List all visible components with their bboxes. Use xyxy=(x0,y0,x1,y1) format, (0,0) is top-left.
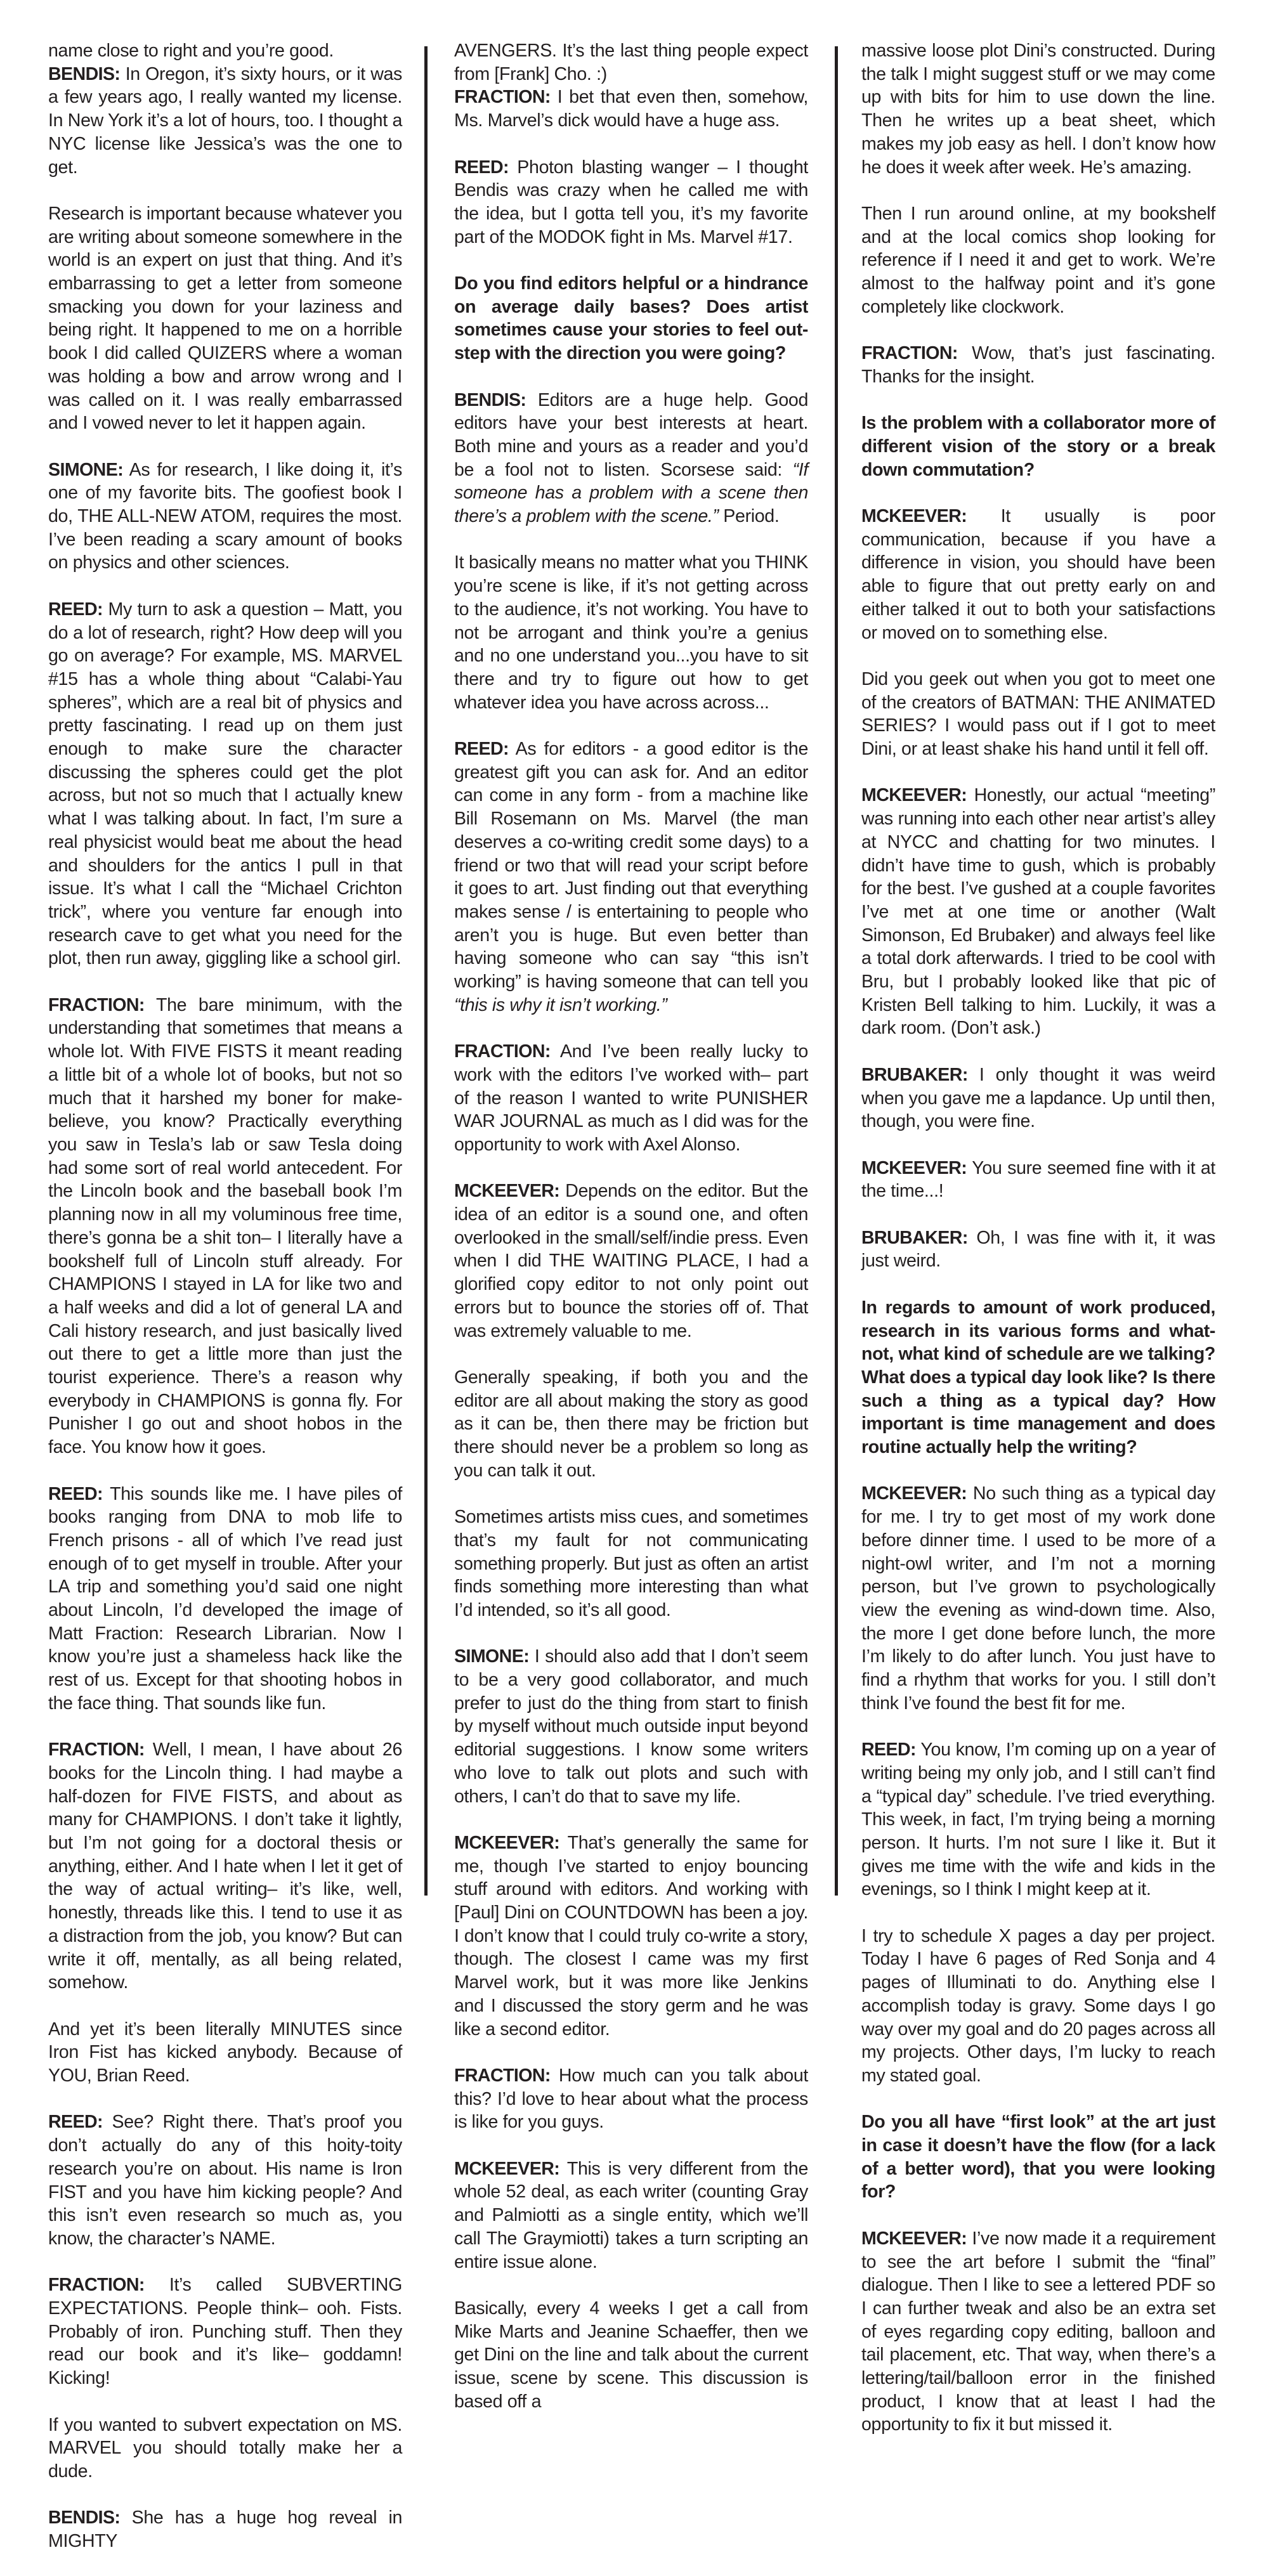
speaker-name: MCKEEVER: xyxy=(861,785,967,806)
quoted-text: “If someone has a problem with a scene then there’s a problem with the scene.” xyxy=(454,459,808,527)
quoted-text: “this is why it isn’t working.” xyxy=(454,994,667,1015)
interview-question: Do you all have “first look” at the art just in case it doesn’t have the flow (for a lack of a better word), that you were looking for? xyxy=(861,2112,1215,2202)
speaker-response xyxy=(48,2274,402,2390)
text-column-middle xyxy=(454,39,808,2436)
speaker-response xyxy=(48,1483,402,1715)
interview-question: In regards to amount of work produced, research in its various forms and what-not, what kind of schedule are we talking? What does a typical day look like? Is there such a thing as a typical day? How important is time management and does routine actually help the writing? xyxy=(861,1297,1215,1458)
response-text: I’ve now made it a requirement to see the art before I submit the “final” dialogue. Then I like to see a lettered PDF so I can further tweak and also be an extra set of eyes regarding copy editing, balloon and tail placement, etc. That way, when there’s a lettering/tail/balloon error in the finished product, I know that at least I had the opportunity to fix it but missed it. xyxy=(861,2228,1215,2435)
speaker-response xyxy=(48,1738,402,1994)
continuation-paragraph: Did you geek out when you got to meet one of the creators of BATMAN: THE ANIMATED SERIES? I would pass out if I got to meet Dini, or at least shake his hand until it fell off. xyxy=(861,668,1215,760)
response-text: This sounds like me. I have piles of books ranging from DNA to mob life to French prisons - all of which I’ve read just enough of to get myself in trouble. After your LA trip and something you’d said one night about Lincoln, I’d developed the image of Matt Fraction: Research Librarian. Now I know you’re just a shameless hack like the rest of us. Except for that shooting hobos in the face thing. That sounds like fun. xyxy=(48,1483,402,1714)
response-text: Honestly, our actual “meeting” was running into each other near artist’s alley at NYCC and chatting for two minutes. I didn’t have time to gush, which is probably for the best. I’ve gushed at a couple favorites I’ve met at one time or another (Walt Simonson, Ed Brubaker) and always feel like a total dork afterwards. I tried to be cool with Bru, but I probably looked like that pic of Kristen Bell talking to him. Luckily, it was a dark room. (Don’t ask.) xyxy=(861,785,1215,1039)
speaker-name: FRACTION: xyxy=(454,87,551,108)
continuation-paragraph: Then I run around online, at my bookshelf and at the local comics shop looking for reference if I need it and get to work. We’re almost to the halfway point and it’s gone completely like clockwork. xyxy=(861,203,1215,317)
response-text: This is very different from the whole 52 deal, as each writer (counting Gray and Palmiotti as a single entity, which we’ll call The Graymiotti) takes a turn scripting an entire issue alone. xyxy=(454,2158,808,2272)
speaker-response xyxy=(454,1040,808,1157)
speaker-response xyxy=(454,1180,808,1343)
response-text: See? Right there. That’s proof you don’t actually do any of this hoity-toity research you’re on about. His name is Iron FIST and you have him kicking people? And this isn’t even research so much as, you know, the character’s NAME. xyxy=(48,2112,402,2249)
speaker-name: MCKEEVER: xyxy=(861,1483,967,1504)
response-text: My turn to ask a question – Matt, you do a lot of research, right? How deep will you go on average? For example, MS. MARVEL #15 has a whole thing about “Calabi-Yau spheres”, which are a real bit of physics and pretty fascinating. I read up on them just enough to make sure the character discussing the spheres could get the plot across, but not so much that I actually knew what I was talking about. In fact, I’m sure a real physicist would beat me about the head and shoulders for the antics I pull in that issue. It’s what I call the “Michael Crichton trick”, where you venture far enough into research cave to get what you need for the plot, then run away, giggling like a school girl. xyxy=(48,599,402,969)
response-text: It’s called SUBVERTING EXPECTATIONS. People think– ooh. Fists. Probably of iron. Punching stuff. Then they read our book and it’s like– goddamn! Kicking! xyxy=(48,2275,402,2389)
response-text: I should also add that I don’t seem to be a very good collaborator, and much prefer to just do the thing from start to finish by myself without much outside input beyond editorial suggestions. I know some writers who love to talk out plots and such with others, I can’t do that to save my life. xyxy=(454,1646,808,1807)
speaker-response xyxy=(48,2111,402,2250)
continuation-paragraph: name close to right and you’re good. xyxy=(48,41,334,61)
speaker-name: REED: xyxy=(861,1740,916,1760)
speaker-response xyxy=(454,389,808,528)
speaker-name: REED: xyxy=(454,157,509,178)
speaker-name: MCKEEVER: xyxy=(454,1832,560,1853)
speaker-response xyxy=(861,1738,1215,1901)
response-text: Oh, I was fine with it, it was just weird. xyxy=(861,1227,1215,1272)
speaker-response xyxy=(861,505,1215,644)
response-text: Well, I mean, I have about 26 books for the Lincoln thing. I had maybe a half-dozen for FIVE FISTS, and about as many for CHAMPIONS. I don’t take it lightly, but I’m not going for a doctoral thesis or anything, either. And I hate when I let it get of the way of actual writing– it’s like, well, honestly, threads like this. I tend to use it as a distraction from the job, you know? But can write it off, mentally, as all being related, somehow. xyxy=(48,1740,402,1993)
response-text: I only thought it was weird when you gave me a lapdance. Up until then, though, you were fine. xyxy=(861,1064,1215,1132)
speaker-response xyxy=(861,1482,1215,1715)
interview-question: Do you find editors helpful or a hindrance on average daily bases? Does artist sometimes cause your stories to feel out-step with the direction you were going? xyxy=(454,273,808,364)
speaker-name: SIMONE: xyxy=(454,1646,530,1667)
speaker-name: REED: xyxy=(454,739,509,760)
continuation-paragraph: It basically means no matter what you THINK you’re scene is like, if it’s not getting across to the audience, it’s not working. You have to not be arrogant and think you’re a genius and no one understand you...you have to sit there and try to figure out how to get whatever idea you have across across... xyxy=(454,552,808,713)
response-text: Editors are a huge help. Good editors have your best interests at heart. Both mine and yours as a reader and you’d be a fool not to listen. Scorsese said: xyxy=(454,389,808,480)
response-text: That’s generally the same for me, though I’ve started to enjoy bouncing stuff around with editors. And working with [Paul] Dini on COUNTDOWN has been a joy. I don’t know that I could truly co-write a story, though. The closest I came was my first Marvel work, but it was more like Jenkins and I discussed the story germ and he was like a second editor. xyxy=(454,1832,808,2039)
continuation-paragraph: Generally speaking, if both you and the editor are all about making the story as good as it can be, then there may be friction but there should never be a problem so long as you can talk it out. xyxy=(454,1367,808,1481)
speaker-response xyxy=(454,2157,808,2274)
response-text-after-quote: Period. xyxy=(718,506,780,527)
response-text: As for editors - a good editor is the greatest gift you can ask for. And an editor can come in any form - from a machine like Bill Rosemann on Ms. Marvel (the man deserves a co-writing credit some days) to a friend or two that will read your script before it goes to art. Just finding out that everything makes sense / is entertaining to people who aren’t you is huge. But even better than having someone who can say “this isn’t working” is having someone that can tell you xyxy=(454,739,808,992)
continuation-paragraph: massive loose plot Dini’s constructed. During the talk I might suggest stuff or we may come up with bits for him to use down the line. Then he writes up a beat sheet, which makes my job easy as hell. I don’t know how he does it week after week. He’s amazing. xyxy=(861,41,1215,178)
interview-question: Is the problem with a collaborator more of different vision of the story or a break down commutation? xyxy=(861,413,1215,480)
speaker-response xyxy=(861,342,1215,388)
speaker-response xyxy=(454,1645,808,1808)
speaker-response xyxy=(48,2506,402,2553)
speaker-response xyxy=(454,738,808,1017)
speaker-name: REED: xyxy=(48,599,103,620)
continuation-paragraph: And yet it’s been literally MINUTES since Iron Fist has kicked anybody. Because of YOU, Brian Reed. xyxy=(48,2019,402,2086)
speaker-response xyxy=(861,1157,1215,1203)
speaker-response xyxy=(454,86,808,132)
speaker-name: MCKEEVER: xyxy=(861,2228,967,2249)
speaker-name: MCKEEVER: xyxy=(454,2158,560,2179)
speaker-response xyxy=(48,598,402,970)
continuation-paragraph: I try to schedule X pages a day per project. Today I have 6 pages of Red Sonja and 4 pages of Illuminati to do. Anything else I accomplish today is gravy. Some days I go way over my goal and do 20 pages across all my projects. Other days, I’m lucky to reach my stated goal. xyxy=(861,1925,1215,2086)
response-text: No such thing as a typical day for me. I try to get most of my work done before dinner time. I used to be more of a night-owl writer, and I’m not a morning person, but I’ve grown to psychologically view the evening as wind-down time. Also, the more I get done before lunch, the more I’m likely to do after lunch. You just have to find a rhythm that works for you. I still don’t think I’ve found the best fit for me. xyxy=(861,1483,1215,1714)
column-divider-right xyxy=(835,46,838,1896)
response-text: Depends on the editor. But the idea of an editor is a sound one, and often overlooked in the small/self/indie press. Even when I did THE WAITING PLACE, I had a glorified copy editor to not only point out errors but to bounce the stories off of. That was extremely valuable to me. xyxy=(454,1181,808,1341)
speaker-name: FRACTION: xyxy=(48,994,145,1015)
speaker-response xyxy=(454,1831,808,2041)
speaker-name: MCKEEVER: xyxy=(861,506,967,526)
response-text: And I’ve been really lucky to work with the editors I’ve worked with– part of the reason I wanted to write PUNISHER WAR JOURNAL as much as I did was for the opportunity to work with Axel Alonso. xyxy=(454,1041,808,1155)
speaker-name: FRACTION: xyxy=(454,1041,551,1062)
continuation-paragraph: Basically, every 4 weeks I get a call from Mike Marts and Jeanine Schaeffer, then we get Dini on the line and talk about the current issue, scene by scene. This discussion is based off a xyxy=(454,2298,808,2412)
speaker-response xyxy=(48,459,402,575)
speaker-name: BENDIS: xyxy=(48,63,121,84)
continuation-paragraph: Research is important because whatever you are writing about someone somewhere in the world is an expert on just that thing. And it’s embarrassing to get a letter from someone smacking you down for your laziness and being right. It happened to me on a horrible book I did called QUIZERS where a woman was holding a bow and arrow wrong and I was called on it. I was really embarrassed and I vowed never to let it happen again. xyxy=(48,203,402,434)
speaker-response xyxy=(454,2064,808,2134)
text-column-left xyxy=(48,39,402,2576)
response-text: It usually is poor communication, because if you have a difference in vision, you should have been able to figure that out pretty early on and either talked it out to both your satisfactions or moved on to something else. xyxy=(861,506,1215,643)
response-text: You sure seemed fine with it at the time...! xyxy=(861,1157,1215,1202)
speaker-name: FRACTION: xyxy=(48,2275,145,2296)
response-text: I bet that even then, somehow, Ms. Marvel’s dick would have a huge ass. xyxy=(454,87,808,131)
response-text: She has a huge hog reveal in MIGHTY xyxy=(48,2508,402,2552)
column-divider-left xyxy=(424,46,428,1896)
speaker-name: MCKEEVER: xyxy=(861,1157,967,1178)
speaker-name: MCKEEVER: xyxy=(454,1181,560,1202)
response-text: Wow, that’s just fascinating. Thanks for the insight. xyxy=(861,343,1215,387)
speaker-name: REED: xyxy=(48,1483,103,1504)
speaker-response xyxy=(861,1226,1215,1273)
speaker-name: BENDIS: xyxy=(48,2508,121,2528)
continuation-paragraph: AVENGERS. It’s the last thing people expect from [Frank] Cho. :) xyxy=(454,41,808,84)
text-column-right xyxy=(861,39,1215,2460)
speaker-name: BENDIS: xyxy=(454,389,526,410)
speaker-name: REED: xyxy=(48,2112,103,2133)
response-text: The bare minimum, with the understanding that sometimes that means a whole lot. With FIVE FISTS it meant reading a little bit of a whole lot of books, but not so much that it harshed my boner for make-believe, you know? Practically everything you saw in Tesla’s lab or saw Tesla doing had some sort of real world antecedent. For the Lincoln book and the baseball book I’m planning now in all my voluminous free time, there’s gonna be a shit ton– I literally have a bookshelf full of Lincoln stuff already. For CHAMPIONS I stayed in LA for like two and a half weeks and did a lot of general LA and Cali history research, and just basically lived out there to get a little more than just the tourist experience. There’s a reason why everybody in CHAMPIONS is gonna fly. For Punisher I go out and shoot hobos in the face. You know how it goes. xyxy=(48,994,402,1458)
speaker-name: BRUBAKER: xyxy=(861,1064,968,1085)
response-text: You know, I’m coming up on a year of writing being my only job, and I still can’t find a “typical day” schedule. I’ve tried everything. This week, in fact, I’m trying being a morning person. It hurts. I’m not sure I like it. But it gives me time with the wife and kids in the evenings, so I think I might keep at it. xyxy=(861,1740,1215,1900)
speaker-name: FRACTION: xyxy=(48,1740,145,1760)
response-text: As for research, I like doing it, it’s one of my favorite bits. The goofiest book I do, THE ALL-NEW ATOM, requires the most. I’ve been reading a scary amount of books on physics and other sciences. xyxy=(48,459,402,573)
speaker-name: BRUBAKER: xyxy=(861,1227,968,1248)
speaker-response xyxy=(861,784,1215,1040)
speaker-response xyxy=(48,994,402,1459)
speaker-response xyxy=(861,2227,1215,2436)
speaker-response xyxy=(48,63,402,179)
continuation-paragraph: If you wanted to subvert expectation on MS. MARVEL you should totally make her a dude. xyxy=(48,2414,402,2482)
response-text: How much can you talk about this? I’d love to hear about what the process is like for you guys. xyxy=(454,2065,808,2133)
speaker-response xyxy=(454,156,808,249)
speaker-response xyxy=(861,1064,1215,1133)
speaker-name: FRACTION: xyxy=(454,2065,551,2086)
response-text: Photon blasting wanger – I thought Bendis was crazy when he called me with the idea, but I gotta tell you, it’s my favorite part of the MODOK fight in Ms. Marvel #17. xyxy=(454,157,808,247)
continuation-paragraph: Sometimes artists miss cues, and sometimes that’s my fault for not communicating something properly. But just as often an artist finds something more interesting than what I’d intended, so it’s all good. xyxy=(454,1507,808,1620)
speaker-name: SIMONE: xyxy=(48,459,124,480)
speaker-name: FRACTION: xyxy=(861,343,958,364)
response-text: In Oregon, it’s sixty hours, or it was a few years ago, I really wanted my license. In New York it’s a lot of hours, too. I thought a NYC license like Jessica’s was the one to get. xyxy=(48,63,402,178)
